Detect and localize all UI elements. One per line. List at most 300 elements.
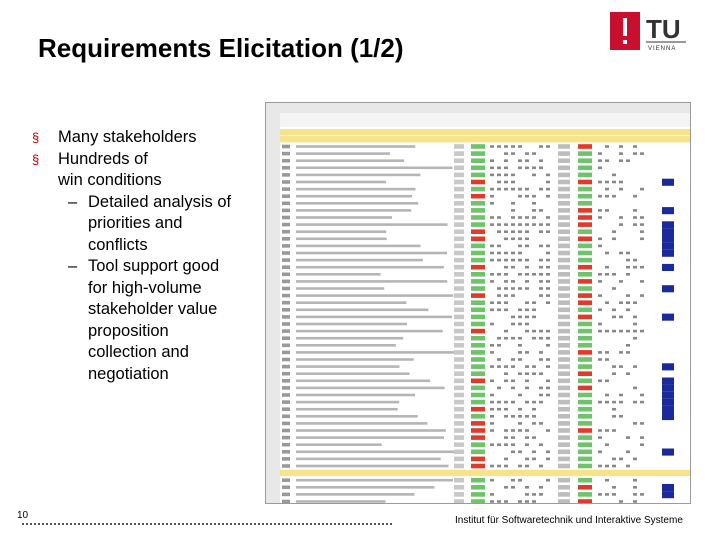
- sheet-text-cell: [296, 408, 398, 411]
- sheet-score-cell: [525, 266, 529, 269]
- sheet-row-number: [282, 145, 290, 149]
- sheet-score-cell: [518, 358, 522, 361]
- sheet-value-cell: [454, 173, 464, 178]
- sheet-score-cell: [504, 159, 508, 162]
- sheet-score-cell: [511, 181, 515, 184]
- sheet-score-cell: [612, 174, 616, 177]
- sheet-score-cell: [598, 358, 602, 361]
- sheet-highlight-cell: [662, 250, 674, 257]
- sheet-score-cell: [633, 401, 637, 404]
- sheet-score-cell: [511, 443, 515, 446]
- sheet-score-cell: [504, 145, 508, 148]
- sheet-row-number: [282, 400, 290, 404]
- sheet-row-number: [282, 358, 290, 362]
- sheet-status-cell: [578, 364, 592, 369]
- sheet-row-number: [282, 336, 290, 340]
- sheet-score-cell: [546, 344, 550, 347]
- sheet-score-cell: [504, 287, 508, 290]
- sheet-status-cell: [578, 464, 592, 469]
- sheet-text-cell: [296, 145, 415, 148]
- sheet-score-cell: [626, 344, 630, 347]
- sheet-value-cell: [454, 478, 464, 483]
- sheet-score-cell: [619, 394, 623, 397]
- sheet-status-cell: [578, 357, 592, 362]
- sheet-status-cell: [578, 151, 592, 156]
- sheet-row-number: [282, 422, 290, 426]
- sheet-score-cell: [525, 301, 529, 304]
- sheet-score-cell: [525, 415, 529, 418]
- sheet-score-cell: [525, 309, 529, 312]
- sheet-value-cell: [454, 180, 464, 185]
- sheet-score-cell: [504, 337, 508, 340]
- sheet-status-cell: [578, 478, 592, 483]
- sheet-value-cell: [558, 357, 570, 362]
- sheet-value-cell: [454, 457, 464, 462]
- sheet-score-cell: [598, 380, 602, 383]
- sheet-score-cell: [539, 159, 543, 162]
- sheet-score-cell: [511, 202, 515, 205]
- sheet-score-cell: [633, 195, 637, 198]
- sheet-score-cell: [626, 252, 630, 255]
- sheet-value-cell: [558, 386, 570, 391]
- sheet-score-cell: [504, 294, 508, 297]
- sheet-value-cell: [558, 343, 570, 348]
- sheet-text-cell: [296, 188, 416, 191]
- sheet-score-cell: [504, 273, 508, 276]
- sheet-score-cell: [504, 429, 508, 432]
- sheet-value-cell: [558, 208, 570, 213]
- sheet-score-cell: [511, 451, 515, 454]
- sheet-score-cell: [619, 330, 623, 333]
- sheet-score-cell: [612, 429, 616, 432]
- sheet-row-number: [282, 443, 290, 447]
- sheet-score-cell: [619, 500, 623, 503]
- sheet-text-cell: [296, 309, 428, 312]
- sheet-status-cell: [578, 244, 592, 249]
- sheet-score-cell: [598, 181, 602, 184]
- sheet-status-cell: [471, 194, 485, 199]
- sheet-text-cell: [296, 230, 386, 233]
- sheet-status-cell: [471, 286, 485, 291]
- sheet-score-cell: [518, 394, 522, 397]
- sheet-score-cell: [490, 422, 494, 425]
- sheet-text-cell: [296, 167, 452, 170]
- sheet-score-cell: [504, 188, 508, 191]
- sheet-value-cell: [454, 407, 464, 412]
- sheet-score-cell: [525, 387, 529, 390]
- sheet-score-cell: [546, 301, 550, 304]
- sheet-score-cell: [490, 344, 494, 347]
- sheet-score-cell: [518, 188, 522, 191]
- sheet-row-number: [282, 280, 290, 284]
- sheet-score-cell: [525, 195, 529, 198]
- sheet-status-cell: [578, 265, 592, 270]
- sheet-highlight-cell: [662, 484, 674, 491]
- sheet-value-cell: [454, 194, 464, 199]
- sheet-score-cell: [532, 337, 536, 340]
- sheet-status-cell: [578, 237, 592, 242]
- sheet-score-cell: [546, 181, 550, 184]
- sheet-column-header: [266, 103, 690, 113]
- sheet-score-cell: [633, 500, 637, 503]
- sheet-score-cell: [633, 216, 637, 219]
- sheet-row-number: [282, 265, 290, 269]
- sheet-score-cell: [511, 429, 515, 432]
- sheet-score-cell: [612, 408, 616, 411]
- sheet-text-cell: [296, 301, 406, 304]
- sheet-score-cell: [511, 280, 515, 283]
- sheet-score-cell: [605, 330, 609, 333]
- sheet-score-cell: [605, 181, 609, 184]
- sheet-value-cell: [558, 450, 570, 455]
- sheet-score-cell: [640, 230, 644, 233]
- sheet-score-cell: [511, 436, 515, 439]
- sheet-text-cell: [296, 500, 385, 503]
- sheet-score-cell: [511, 216, 515, 219]
- sheet-status-cell: [471, 237, 485, 242]
- sheet-score-cell: [504, 443, 508, 446]
- sheet-status-cell: [471, 499, 485, 503]
- sheet-score-cell: [518, 415, 522, 418]
- sheet-score-cell: [532, 408, 536, 411]
- sheet-row-header: [266, 103, 280, 503]
- sheet-value-cell: [558, 180, 570, 185]
- sheet-score-cell: [633, 479, 637, 482]
- sheet-score-cell: [504, 380, 508, 383]
- sheet-score-cell: [504, 500, 508, 503]
- sheet-score-cell: [532, 174, 536, 177]
- sheet-score-cell: [546, 387, 550, 390]
- sheet-value-cell: [454, 379, 464, 384]
- sheet-score-cell: [619, 188, 623, 191]
- sheet-score-cell: [511, 238, 515, 241]
- sheet-highlight-cell: [662, 207, 674, 214]
- sheet-score-cell: [504, 301, 508, 304]
- sheet-value-cell: [454, 308, 464, 313]
- sheet-score-cell: [504, 415, 508, 418]
- sheet-score-cell: [490, 323, 494, 326]
- sheet-score-cell: [626, 372, 630, 375]
- sheet-row-number: [282, 209, 290, 213]
- sheet-status-cell: [578, 442, 592, 447]
- sheet-status-cell: [471, 229, 485, 234]
- sheet-value-cell: [454, 357, 464, 362]
- sheet-value-cell: [454, 329, 464, 334]
- sheet-score-cell: [497, 145, 501, 148]
- sheet-score-cell: [525, 351, 529, 354]
- sheet-score-cell: [497, 401, 501, 404]
- sheet-status-cell: [471, 308, 485, 313]
- sheet-status-cell: [578, 414, 592, 419]
- sheet-row-number: [282, 159, 290, 163]
- sheet-status-cell: [578, 300, 592, 305]
- sheet-text-cell: [296, 252, 447, 255]
- sheet-status-cell: [578, 272, 592, 277]
- sheet-score-cell: [490, 301, 494, 304]
- sheet-status-cell: [578, 251, 592, 256]
- sheet-value-cell: [454, 421, 464, 426]
- sheet-score-cell: [518, 372, 522, 375]
- sheet-score-cell: [546, 230, 550, 233]
- sub-bullet-dash: –: [68, 192, 78, 211]
- sheet-row-number: [282, 166, 290, 170]
- sheet-value-cell: [454, 151, 464, 156]
- sheet-score-cell: [511, 230, 515, 233]
- sheet-score-cell: [546, 394, 550, 397]
- sheet-highlight-cell: [662, 228, 674, 235]
- sheet-value-cell: [558, 279, 570, 284]
- sheet-status-cell: [578, 492, 592, 497]
- sheet-status-cell: [471, 180, 485, 185]
- sheet-status-cell: [578, 279, 592, 284]
- sheet-score-cell: [619, 181, 623, 184]
- sheet-score-cell: [511, 486, 515, 489]
- sheet-row-number: [282, 173, 290, 177]
- sheet-score-cell: [497, 309, 501, 312]
- sheet-score-cell: [546, 174, 550, 177]
- sheet-score-cell: [598, 152, 602, 155]
- sheet-score-cell: [504, 181, 508, 184]
- sheet-score-cell: [546, 195, 550, 198]
- sheet-score-cell: [546, 337, 550, 340]
- sheet-score-cell: [497, 301, 501, 304]
- sheet-value-cell: [454, 350, 464, 355]
- sheet-score-cell: [525, 330, 529, 333]
- sheet-status-cell: [578, 457, 592, 462]
- sheet-value-cell: [558, 151, 570, 156]
- sheet-score-cell: [546, 451, 550, 454]
- sheet-text-cell: [296, 174, 420, 177]
- sheet-score-cell: [539, 280, 543, 283]
- sheet-text-cell: [296, 273, 381, 276]
- sheet-score-cell: [633, 223, 637, 226]
- sheet-score-cell: [633, 259, 637, 262]
- sheet-score-cell: [518, 159, 522, 162]
- sheet-status-cell: [471, 158, 485, 163]
- sheet-score-cell: [490, 259, 494, 262]
- sheet-score-cell: [612, 486, 616, 489]
- sheet-score-cell: [633, 330, 637, 333]
- sheet-value-cell: [558, 457, 570, 462]
- sheet-score-cell: [539, 273, 543, 276]
- sheet-score-cell: [518, 245, 522, 248]
- sheet-score-cell: [598, 273, 602, 276]
- sheet-score-cell: [532, 223, 536, 226]
- sheet-status-cell: [471, 222, 485, 227]
- sheet-row-number: [282, 486, 290, 490]
- sheet-score-cell: [518, 323, 522, 326]
- sheet-row-number: [282, 457, 290, 461]
- sheet-score-cell: [539, 223, 543, 226]
- sheet-score-cell: [633, 323, 637, 326]
- sheet-score-cell: [511, 401, 515, 404]
- sub-bullet-line: Tool support good: [88, 257, 220, 275]
- sheet-text-cell: [296, 358, 414, 361]
- sheet-score-cell: [497, 259, 501, 262]
- sheet-score-cell: [605, 252, 609, 255]
- sheet-score-cell: [619, 152, 623, 155]
- sheet-score-cell: [605, 266, 609, 269]
- sheet-value-cell: [454, 386, 464, 391]
- sheet-score-cell: [518, 223, 522, 226]
- sheet-score-cell: [497, 188, 501, 191]
- sheet-score-cell: [504, 174, 508, 177]
- sheet-status-cell: [471, 322, 485, 327]
- sheet-status-cell: [578, 485, 592, 490]
- sheet-score-cell: [511, 323, 515, 326]
- sheet-score-cell: [532, 202, 536, 205]
- sheet-status-cell: [578, 322, 592, 327]
- sheet-score-cell: [605, 195, 609, 198]
- sheet-score-cell: [497, 408, 501, 411]
- sheet-score-cell: [518, 230, 522, 233]
- sheet-score-cell: [612, 238, 616, 241]
- sheet-score-cell: [490, 309, 494, 312]
- sheet-value-cell: [558, 407, 570, 412]
- sheet-score-cell: [504, 465, 508, 468]
- sheet-row-number: [282, 464, 290, 468]
- sheet-row-number: [282, 202, 290, 206]
- sheet-text-cell: [296, 259, 423, 262]
- sheet-status-cell: [471, 379, 485, 384]
- sheet-score-cell: [640, 216, 644, 219]
- sheet-highlight-cell: [662, 264, 674, 271]
- sheet-score-cell: [518, 309, 522, 312]
- sheet-score-cell: [619, 159, 623, 162]
- sheet-score-cell: [605, 351, 609, 354]
- sheet-score-cell: [518, 216, 522, 219]
- sheet-score-cell: [532, 415, 536, 418]
- sheet-text-cell: [296, 216, 392, 219]
- sheet-score-cell: [511, 259, 515, 262]
- sheet-row-number: [282, 379, 290, 383]
- sheet-score-cell: [490, 188, 494, 191]
- sheet-score-cell: [525, 365, 529, 368]
- sheet-score-cell: [490, 223, 494, 226]
- sheet-score-cell: [504, 259, 508, 262]
- sheet-score-cell: [626, 465, 630, 468]
- sheet-status-cell: [471, 293, 485, 298]
- sheet-score-cell: [539, 372, 543, 375]
- sheet-score-cell: [612, 365, 616, 368]
- sheet-value-cell: [558, 393, 570, 398]
- sheet-score-cell: [546, 479, 550, 482]
- sheet-score-cell: [619, 301, 623, 304]
- sheet-value-cell: [558, 379, 570, 384]
- sheet-score-cell: [598, 451, 602, 454]
- sheet-row-number: [282, 230, 290, 234]
- sheet-score-cell: [546, 245, 550, 248]
- sheet-score-cell: [539, 294, 543, 297]
- sheet-score-cell: [525, 380, 529, 383]
- sheet-value-cell: [454, 244, 464, 249]
- sheet-value-cell: [558, 364, 570, 369]
- sheet-score-cell: [511, 316, 515, 319]
- sheet-status-cell: [471, 478, 485, 483]
- sheet-score-cell: [612, 465, 616, 468]
- sheet-value-cell: [454, 222, 464, 227]
- sheet-value-cell: [454, 158, 464, 163]
- sheet-score-cell: [490, 479, 494, 482]
- sheet-score-cell: [640, 152, 644, 155]
- sheet-score-cell: [490, 394, 494, 397]
- logo-subtext: VIENNA: [648, 46, 677, 52]
- sheet-status-cell: [471, 329, 485, 334]
- sheet-status-cell: [471, 414, 485, 419]
- sheet-score-cell: [497, 365, 501, 368]
- sheet-status-cell: [471, 173, 485, 178]
- logo-text: TU: [646, 14, 681, 44]
- sheet-value-cell: [558, 286, 570, 291]
- sheet-score-cell: [539, 337, 543, 340]
- sheet-status-cell: [471, 208, 485, 213]
- sheet-score-cell: [640, 223, 644, 226]
- sheet-value-cell: [454, 251, 464, 256]
- sheet-score-cell: [511, 252, 515, 255]
- sheet-score-cell: [497, 358, 501, 361]
- sheet-value-cell: [558, 478, 570, 483]
- sheet-score-cell: [633, 209, 637, 212]
- sheet-value-cell: [558, 144, 570, 149]
- sheet-score-cell: [546, 252, 550, 255]
- sheet-score-cell: [511, 365, 515, 368]
- sheet-score-cell: [511, 209, 515, 212]
- sheet-score-cell: [598, 465, 602, 468]
- sheet-score-cell: [518, 479, 522, 482]
- sheet-status-cell: [471, 187, 485, 192]
- sheet-score-cell: [612, 181, 616, 184]
- sheet-score-cell: [532, 458, 536, 461]
- sheet-status-cell: [471, 343, 485, 348]
- sheet-score-cell: [518, 422, 522, 425]
- sheet-score-cell: [605, 465, 609, 468]
- sheet-row-number: [282, 386, 290, 390]
- sheet-status-cell: [471, 442, 485, 447]
- sheet-status-cell: [578, 308, 592, 313]
- sheet-text-cell: [296, 202, 418, 205]
- sheet-score-cell: [497, 273, 501, 276]
- sheet-score-cell: [525, 458, 529, 461]
- sheet-value-cell: [558, 251, 570, 256]
- sheet-section-row: [280, 136, 690, 142]
- sheet-highlight-cell: [662, 385, 674, 392]
- sheet-value-cell: [454, 336, 464, 341]
- sheet-row-number: [282, 152, 290, 156]
- sheet-text-cell: [296, 443, 382, 446]
- sheet-score-cell: [546, 365, 550, 368]
- sheet-score-cell: [511, 358, 515, 361]
- sheet-score-cell: [633, 422, 637, 425]
- sheet-score-cell: [539, 387, 543, 390]
- sheet-score-cell: [511, 415, 515, 418]
- sheet-score-cell: [612, 458, 616, 461]
- sheet-text-cell: [296, 465, 449, 468]
- sheet-score-cell: [605, 401, 609, 404]
- sheet-score-cell: [504, 458, 508, 461]
- sheet-value-cell: [454, 279, 464, 284]
- sheet-row-number: [282, 407, 290, 411]
- sheet-score-cell: [633, 387, 637, 390]
- sheet-score-cell: [532, 372, 536, 375]
- sheet-score-cell: [598, 209, 602, 212]
- sheet-highlight-cell: [662, 491, 674, 498]
- sheet-score-cell: [539, 358, 543, 361]
- sheet-score-cell: [490, 273, 494, 276]
- sheet-score-cell: [490, 245, 494, 248]
- sheet-value-cell: [454, 265, 464, 270]
- sheet-score-cell: [525, 216, 529, 219]
- sheet-score-cell: [525, 465, 529, 468]
